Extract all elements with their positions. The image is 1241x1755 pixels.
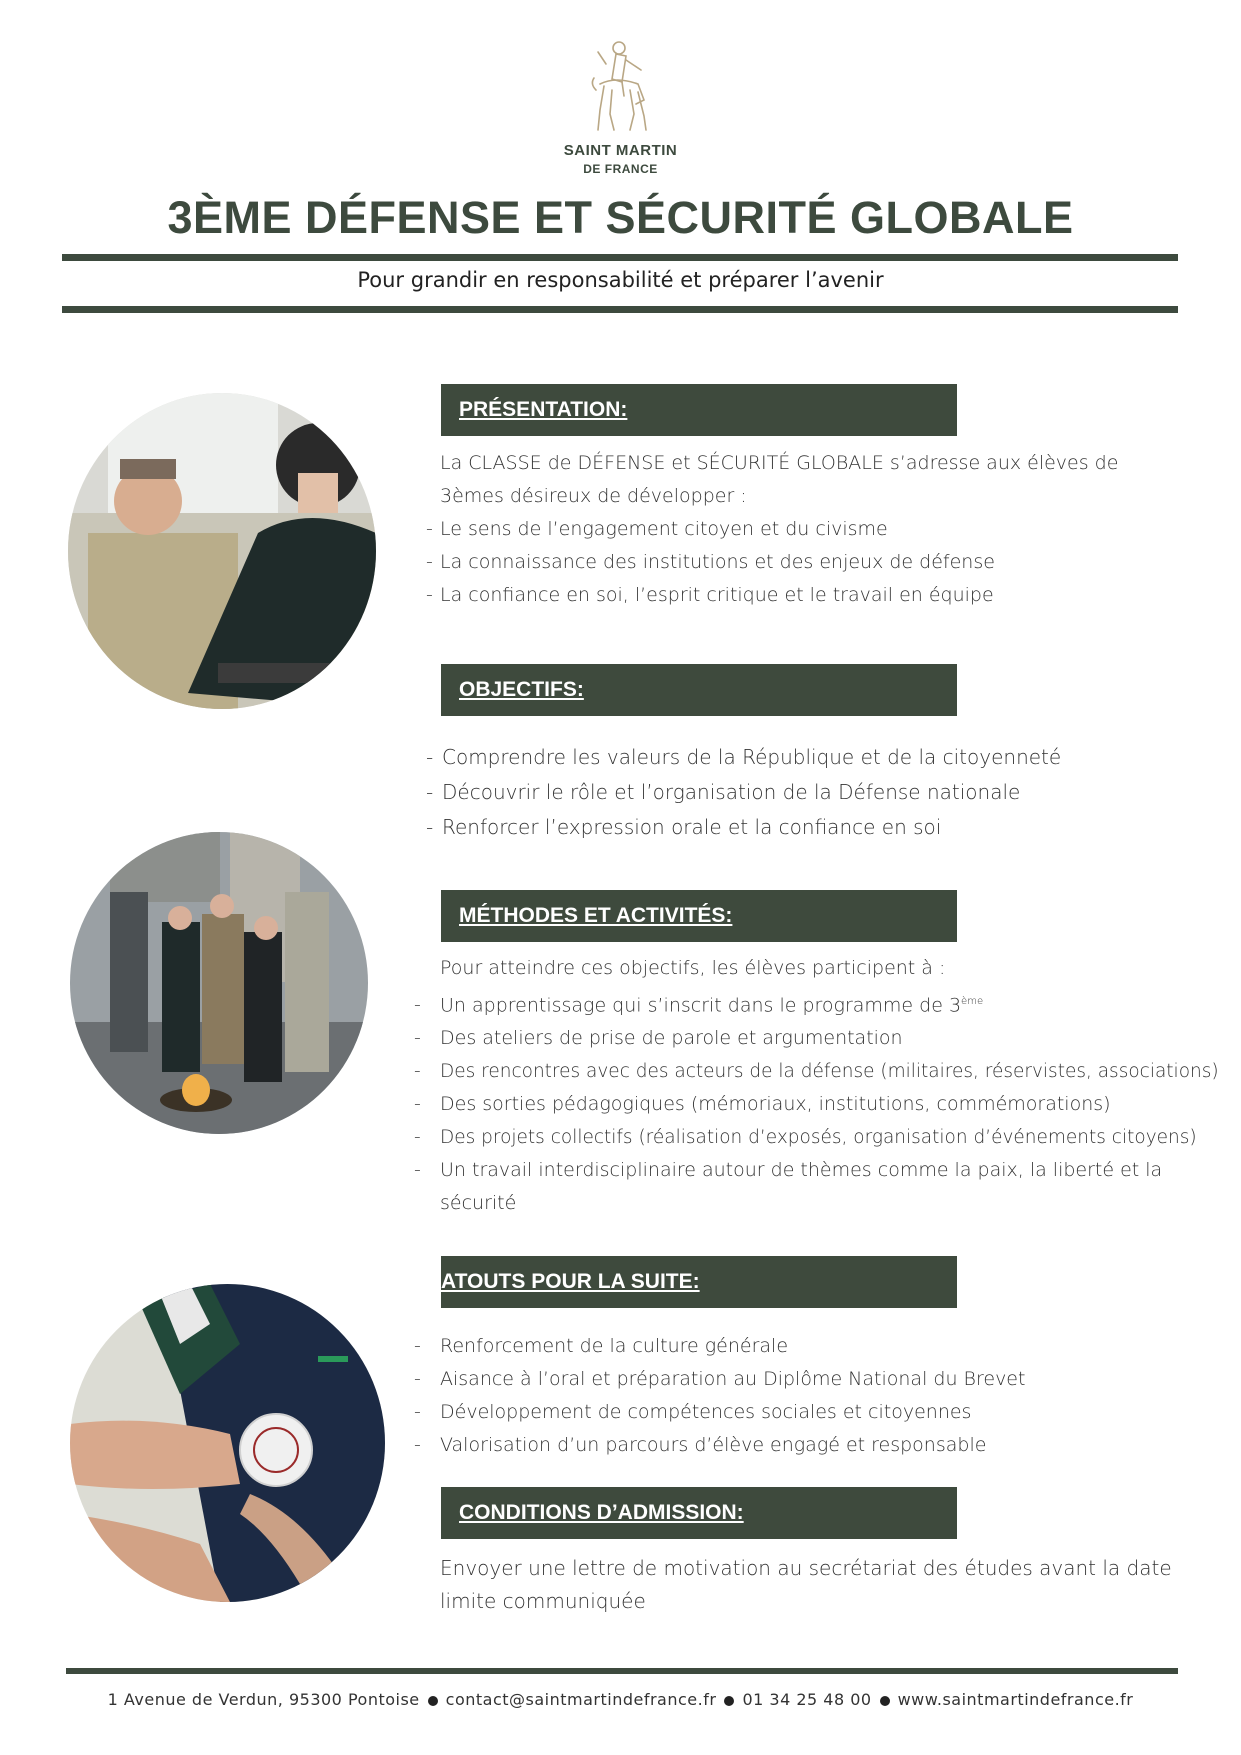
bullet-dot-icon xyxy=(428,1696,438,1706)
list-item: - Le sens de l’engagement citoyen et du civisme xyxy=(426,518,888,540)
title-divider-bottom xyxy=(62,306,1178,313)
photo-flame-ceremony xyxy=(70,832,368,1134)
page-title: 3ÈME DÉFENSE ET SÉCURITÉ GLOBALE xyxy=(167,192,1074,243)
footer-website-link[interactable]: www.saintmartindefrance.fr xyxy=(897,1690,1134,1709)
objectifs-text xyxy=(426,740,1226,845)
conditions-text xyxy=(440,1552,1220,1618)
list-item-continuation: sécurité xyxy=(440,1192,517,1215)
section-heading-presentation: PRÉSENTATION: xyxy=(459,398,628,421)
photo-badge-pin xyxy=(70,1284,385,1602)
list-item: - Développement de compétences sociales et citoyennes xyxy=(414,1401,972,1423)
bullet-dot-icon xyxy=(724,1696,734,1706)
list-item: - Aisance à l’oral et préparation au Diplôme National du Brevet xyxy=(414,1368,1026,1390)
list-item: - Renforcement de la culture générale xyxy=(414,1335,789,1357)
methodes-text xyxy=(414,952,1229,1220)
list-item: - Un apprentissage qui s’inscrit dans le programme de 3ème xyxy=(414,994,984,1017)
list-item: - Des ateliers de prise de parole et argumentation xyxy=(414,1027,903,1050)
saint-martin-horseman-logo-icon xyxy=(586,34,656,134)
section-heading-atouts: ATOUTS POUR LA SUITE: xyxy=(441,1270,700,1293)
section-heading-methodes: MÉTHODES ET ACTIVITÉS: xyxy=(459,904,733,927)
title-divider-top xyxy=(62,254,1178,261)
conditions-line-1: Envoyer une lettre de motivation au secrétariat des études avant la date xyxy=(440,1556,1172,1580)
list-item: - Des projets collectifs (réalisation d’exposés, organisation d’événements citoyens) xyxy=(414,1127,1197,1149)
footer-email-link[interactable]: contact@saintmartindefrance.fr xyxy=(445,1690,717,1709)
page-subtitle: Pour grandir en responsabilité et préparer l’avenir xyxy=(357,268,884,292)
section-header-atouts xyxy=(441,1256,957,1308)
list-item: - La confiance en soi, l’esprit critique et le travail en équipe xyxy=(426,584,994,606)
section-header-presentation xyxy=(441,384,957,436)
brand-line-2: DE FRANCE xyxy=(583,162,658,176)
footer-contact xyxy=(0,1690,1241,1709)
list-item: - Comprendre les valeurs de la République et de la citoyenneté xyxy=(426,745,1062,769)
bullet-dot-icon xyxy=(880,1696,890,1706)
footer-divider xyxy=(66,1668,1178,1674)
photo-officer-meeting xyxy=(68,393,376,709)
footer-phone[interactable]: 01 34 25 48 00 xyxy=(742,1690,872,1709)
list-item: - Un travail interdisciplinaire autour de thèmes comme la paix, la liberté et la xyxy=(414,1159,1163,1182)
list-item: - Des sorties pédagogiques (mémoriaux, institutions, commémorations) xyxy=(414,1093,1111,1116)
list-item: - Découvrir le rôle et l’organisation de la Défense nationale xyxy=(426,780,1021,804)
list-item: - Renforcer l’expression orale et la confiance en soi xyxy=(426,815,942,839)
section-header-methodes xyxy=(441,890,957,942)
section-heading-conditions: CONDITIONS D’ADMISSION: xyxy=(459,1501,744,1524)
presentation-intro-line-2: 3èmes désireux de développer : xyxy=(440,485,747,507)
section-header-conditions xyxy=(441,1487,957,1539)
brand-line-1: SAINT MARTIN xyxy=(563,142,678,159)
list-item: - La connaissance des institutions et des enjeux de défense xyxy=(426,551,995,573)
list-item: - Des rencontres avec des acteurs de la défense (militaires, réservistes, associations) xyxy=(414,1061,1219,1083)
atouts-text xyxy=(414,1330,1214,1462)
section-header-objectifs xyxy=(441,664,957,716)
brand-name xyxy=(0,142,1241,178)
conditions-line-2: limite communiquée xyxy=(440,1589,646,1613)
list-item: - Valorisation d’un parcours d’élève engagé et responsable xyxy=(414,1434,987,1456)
presentation-text xyxy=(426,447,1226,612)
footer-address: 1 Avenue de Verdun, 95300 Pontoise xyxy=(107,1690,420,1709)
section-heading-objectifs: OBJECTIFS: xyxy=(459,678,584,701)
presentation-intro-line-1: La CLASSE de DÉFENSE et SÉCURITÉ GLOBALE s’adresse aux élèves de xyxy=(440,452,1119,474)
methodes-intro: Pour atteindre ces objectifs, les élèves participent à : xyxy=(440,957,946,979)
